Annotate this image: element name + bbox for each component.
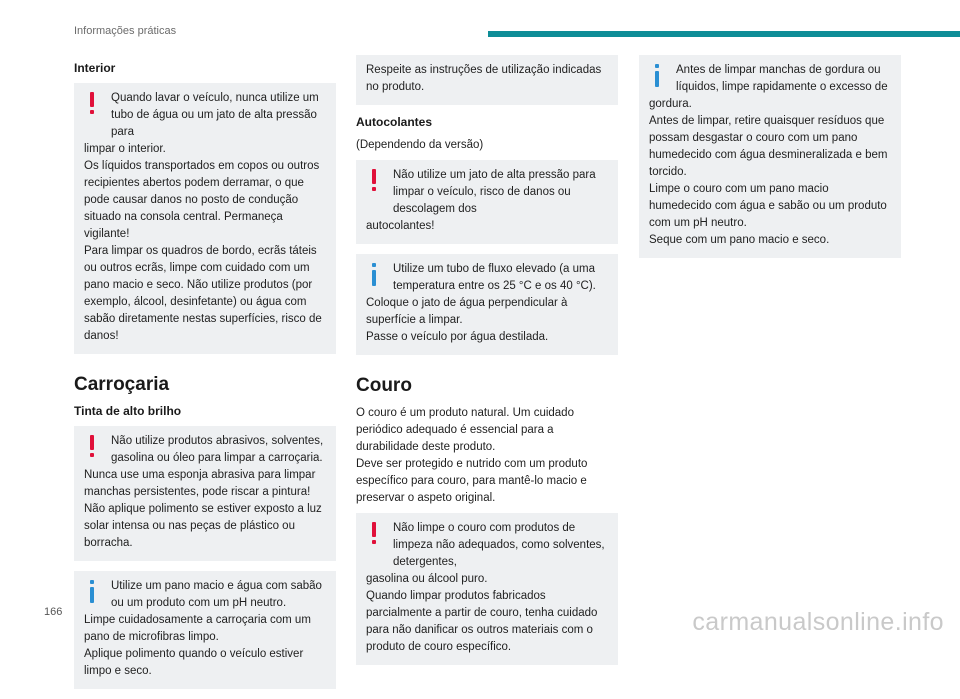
autocolantes-warning-box (356, 160, 618, 244)
tinta-heading: Tinta de alto brilho (74, 404, 182, 418)
warning-text-body: gasolina ou álcool puro. Quando limpar produtos fabricados parcialmente a partir de couro, tenha cuidado para não danificar os outros materiais com o produto de couro específico. (366, 573, 598, 653)
carrocaria-heading: Carroçaria (74, 374, 170, 395)
warning-text-lead: Quando lavar o veículo, nunca utilize um tubo de água ou um jato de alta pressão para (111, 92, 319, 138)
page-number: 166 (44, 606, 63, 618)
warning-text-lead: Não utilize produtos abrasivos, solventes, gasolina ou óleo para limpar a carroçaria. (111, 435, 324, 464)
interior-heading: Interior (74, 61, 116, 75)
warning-text-lead: Não utilize um jato de alta pressão para limpar o veículo, risco de danos ou descolagem dos (393, 169, 596, 215)
warning-text-body: limpar o interior. Os líquidos transportados em copos ou outros recipientes abertos podem derramar, o que pode causar danos no posto de condução situado na consola central. Permaneça vigilante! Para limpar os quadros de bordo, ecrãs táteis ou outros ecrãs, limpe com cuidado com um pano macio e seco. Não utilize produtos (por exemplo, álcool, desinfetante) ou água com sabão diretamente nestas superfícies, risco de danos! (84, 143, 322, 342)
info-icon (88, 578, 96, 606)
header-accent-bar (488, 31, 960, 37)
watermark: carmanualsonline.info (692, 608, 944, 636)
warning-icon (370, 520, 378, 548)
info-text-body: Coloque o jato de água perpendicular à superfície a limpar. Passe o veículo por água destilada. (366, 297, 568, 343)
info-text-lead: Utilize um tubo de fluxo elevado (a uma temperatura entre os 25 °C e os 40 °C). (393, 263, 596, 292)
autocolantes-heading: Autocolantes (356, 115, 433, 129)
info-text-lead: Utilize um pano macio e água com sabão ou um produto com um pH neutro. (111, 580, 322, 609)
warning-text-lead: Não limpe o couro com produtos de limpeza não adequados, como solventes, detergentes, (393, 522, 605, 568)
couro-paragraph-2: Deve ser protegido e nutrido com um produto específico para couro, para mantê-lo macio e preservar o aspeto original. (356, 458, 588, 504)
couro-info-box (639, 55, 901, 258)
autocolantes-subtitle: (Dependendo da versão) (356, 139, 484, 151)
warning-icon (88, 433, 96, 461)
autocolantes-info-box (356, 254, 618, 355)
interior-warning-box (74, 83, 336, 354)
header-section-title: Informações práticas (74, 25, 177, 37)
instructions-text: Respeite as instruções de utilização indicadas no produto. (366, 64, 602, 93)
warning-icon (88, 90, 96, 118)
info-text-body: gordura. Antes de limpar, retire quaisquer resíduos que possam desgastar o couro com um pano humedecido com água desmineralizada e bem torcido. Limpe o couro com um pano macio humedecido com água e sabão ou um produto com um pH neutro. Seque com um pano macio e seco. (649, 98, 888, 246)
couro-warning-box (356, 513, 618, 665)
column-middle (356, 55, 618, 675)
info-icon (370, 261, 378, 289)
couro-paragraph-1: O couro é um produto natural. Um cuidado periódico adequado é essencial para a durabilidade deste produto. (356, 407, 574, 453)
tinta-warning-box (74, 426, 336, 561)
column-left (74, 55, 336, 699)
warning-text-body: Nunca use uma esponja abrasiva para limpar manchas persistentes, pode riscar a pintura! Não aplique polimento se estiver exposto a luz solar intensa ou nas peças de plástico ou borracha. (84, 469, 322, 549)
info-icon (653, 62, 661, 90)
couro-heading: Couro (356, 375, 412, 396)
instructions-box (356, 55, 618, 105)
info-text-body: Limpe cuidadosamente a carroçaria com um pano de microfibras limpo. Aplique polimento quando o veículo estiver limpo e seco. (84, 614, 311, 677)
column-right (639, 55, 901, 268)
info-text-lead: Antes de limpar manchas de gordura ou líquidos, limpe rapidamente o excesso de (676, 64, 888, 93)
warning-text-body: autocolantes! (366, 220, 435, 232)
warning-icon (370, 167, 378, 195)
tinta-info-box (74, 571, 336, 689)
